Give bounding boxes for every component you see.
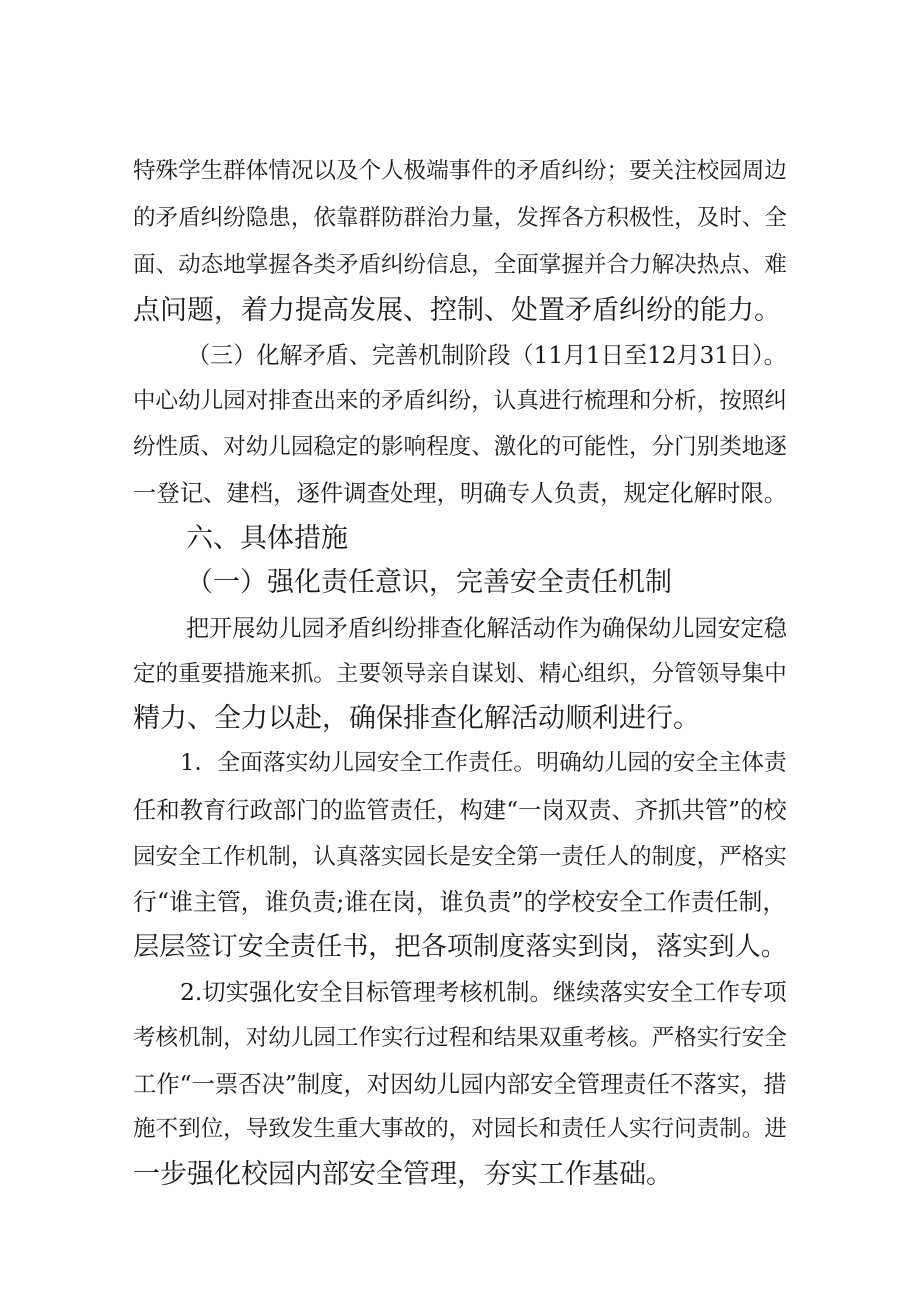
text-line: 纷性质、对幼儿园稳定的影响程度、激化的可能性，分门别类地逐: [133, 434, 787, 460]
text-line: 面、动态地掌握各类矛盾纠纷信息，全面掌握并合力解决热点、难: [133, 252, 787, 278]
text-line: 施不到位，导致发生重大事故的，对园长和责任人实行问责制。进: [133, 1116, 787, 1142]
text-line: 精力、全力以赴，确保排查化解活动顺利进行。: [133, 703, 700, 734]
text-line: 行“谁主管，谁负责;谁在岗，谁负责”的学校安全工作责任制，: [133, 888, 787, 916]
text-line: 定的重要措施来抓。主要领导亲自谋划、精心组织，分管领导集中: [133, 661, 787, 687]
text-line: 层层签订安全责任书，把各项制度落实到岗，落实到人。: [133, 932, 787, 962]
text-line: 一登记、建档，逐件调查处理，明确专人负责，规定化解时限。: [133, 479, 788, 507]
text-line: 考核机制，对幼儿园工作实行过程和结果双重考核。严格实行安全: [133, 1025, 787, 1051]
text-line: 特殊学生群体情况以及个人极端事件的矛盾纠纷；要关注校园周边: [133, 158, 787, 184]
text-line: 工作“一票否决”制度，对因幼儿园内部安全管理责任不落实，措: [133, 1070, 787, 1098]
text-line: 2.切实强化安全目标管理考核机制。继续落实安全工作专项: [180, 978, 787, 1006]
text-line: 的矛盾纠纷隐患，依靠群防群治力量，发挥各方积极性，及时、全: [133, 205, 787, 231]
text-line: 园安全工作机制，认真落实园长是安全第一责任人的制度，严格实: [133, 844, 787, 870]
text-line: 把开展幼儿园矛盾纠纷排查化解活动作为确保幼儿园安定稳: [186, 616, 787, 642]
text-line: 1．全面落实幼儿园安全工作责任。明确幼儿园的安全主体责: [180, 750, 787, 776]
phase-heading-line: （三）化解矛盾、完善机制阶段（11月1日至12月31日）。: [187, 343, 787, 369]
text-line: 点问题，着力提高发展、控制、处置矛盾纠纷的能力。: [133, 295, 781, 326]
text-line: 任和教育行政部门的监管责任，构建“一岗双责、齐抓共管”的校: [133, 796, 787, 824]
text-line: 中心幼儿园对排查出来的矛盾纠纷，认真进行梳理和分析，按照纠: [133, 388, 787, 414]
sub-heading: （一）强化责任意识，完善安全责任机制: [186, 567, 672, 598]
text-line: 一步强化校园内部安全管理，夯实工作基础。: [133, 1159, 673, 1190]
section-heading: 六、具体措施: [186, 523, 348, 554]
